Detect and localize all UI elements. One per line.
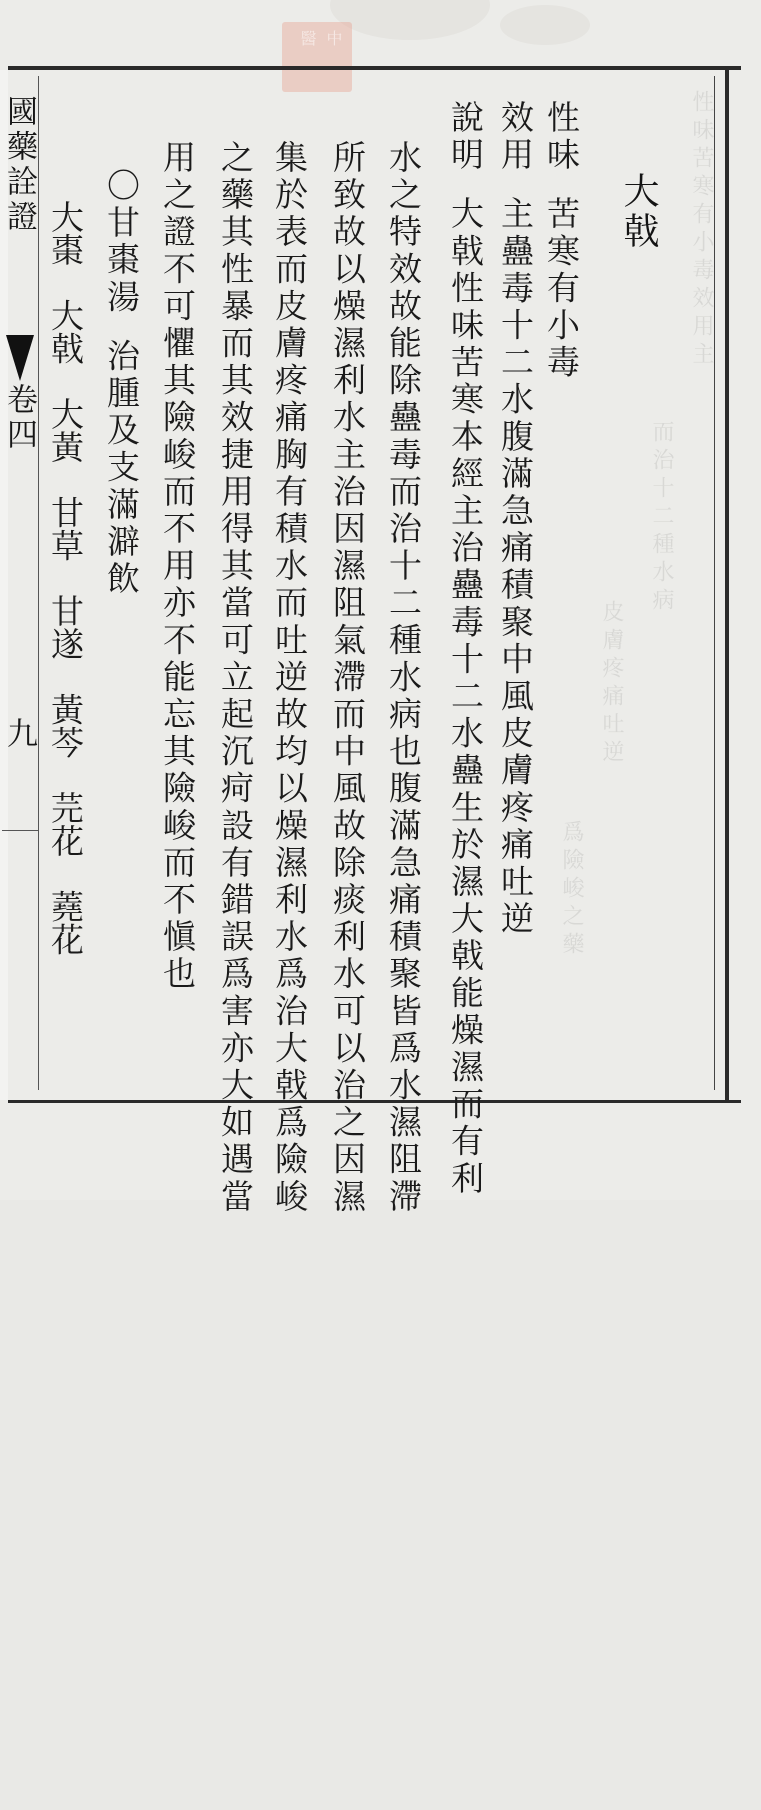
explanation-line: 之藥其性暴而其效捷用得其當可立起沉疴設有錯誤爲害亦大如遇當 — [216, 140, 255, 1216]
explanation-label: 說明 — [446, 100, 485, 175]
properties-line — [542, 100, 580, 382]
bleed-through-text: 而治十二種水病 — [649, 420, 674, 616]
margin-column — [2, 95, 36, 1095]
explanation-line: 集於表而皮膚疼痛胸有積水而吐逆故均以燥濕利水爲治大戟爲險峻 — [270, 140, 309, 1216]
properties-label: 性味 — [542, 100, 581, 175]
frame-right-rule — [725, 66, 729, 1103]
seal-char: 中 — [324, 30, 343, 46]
formula-name: 〇甘棗湯 — [102, 168, 141, 317]
explanation-line: 水之特效故能除蠱毒而治十二種水病也腹滿急痛積聚皆爲水濕阻滯 — [384, 140, 423, 1216]
properties-text: 苦寒有小毒 — [542, 196, 581, 382]
frame-right-inner-rule — [714, 76, 715, 1090]
ingredient: 大戟 — [46, 298, 85, 365]
explanation-line: 所致故以燥濕利水主治因濕阻氣滯而中風故除痰利水可以治之因濕 — [328, 140, 367, 1216]
formula-ingredients — [46, 200, 84, 956]
library-seal — [282, 22, 352, 92]
ingredient: 大黃 — [46, 397, 85, 463]
ingredient: 芫花 — [46, 791, 85, 857]
seal-char: 醫 — [298, 30, 317, 46]
paper-stain — [330, 0, 490, 40]
formula-line — [102, 168, 140, 598]
bleed-through-text: 爲險峻之藥 — [559, 820, 584, 960]
margin-tick — [2, 830, 38, 831]
ingredient: 甘草 — [46, 495, 85, 562]
bleed-through-text: 性味苦寒有小毒效用主 — [689, 90, 714, 370]
book-title: 國藥詮證 — [1, 95, 37, 235]
fish-tail-mark — [6, 335, 34, 381]
page-number: 九 — [1, 717, 37, 748]
explanation-text: 大戟性味苦寒本經主治蠱毒十二水蠱生於濕大戟能燥濕而有利 — [446, 196, 485, 1198]
volume-label: 卷四 — [1, 383, 37, 453]
efficacy-text: 主蠱毒十二水腹滿急痛積聚中風皮膚疼痛吐逆 — [496, 196, 535, 939]
bleed-through-text: 皮膚疼痛吐逆 — [599, 600, 624, 768]
explanation-line — [446, 100, 484, 1198]
entry-heading: 大戟 — [618, 172, 659, 252]
ingredient: 甘遂 — [46, 594, 85, 660]
efficacy-line — [496, 100, 534, 938]
ingredient: 蕘花 — [46, 889, 85, 956]
frame-top-rule — [8, 66, 741, 70]
formula-indication: 治腫及支滿澼飲 — [102, 338, 141, 599]
ingredient: 大棗 — [46, 200, 85, 266]
efficacy-label: 效用 — [496, 100, 535, 175]
ingredient: 黃芩 — [46, 692, 85, 759]
explanation-line: 用之證不可懼其險峻而不用亦不能忘其險峻而不愼也 — [158, 140, 197, 994]
paper-stain — [500, 5, 590, 45]
margin-column-rule — [38, 76, 39, 1090]
frame-bottom-rule — [8, 1100, 741, 1103]
